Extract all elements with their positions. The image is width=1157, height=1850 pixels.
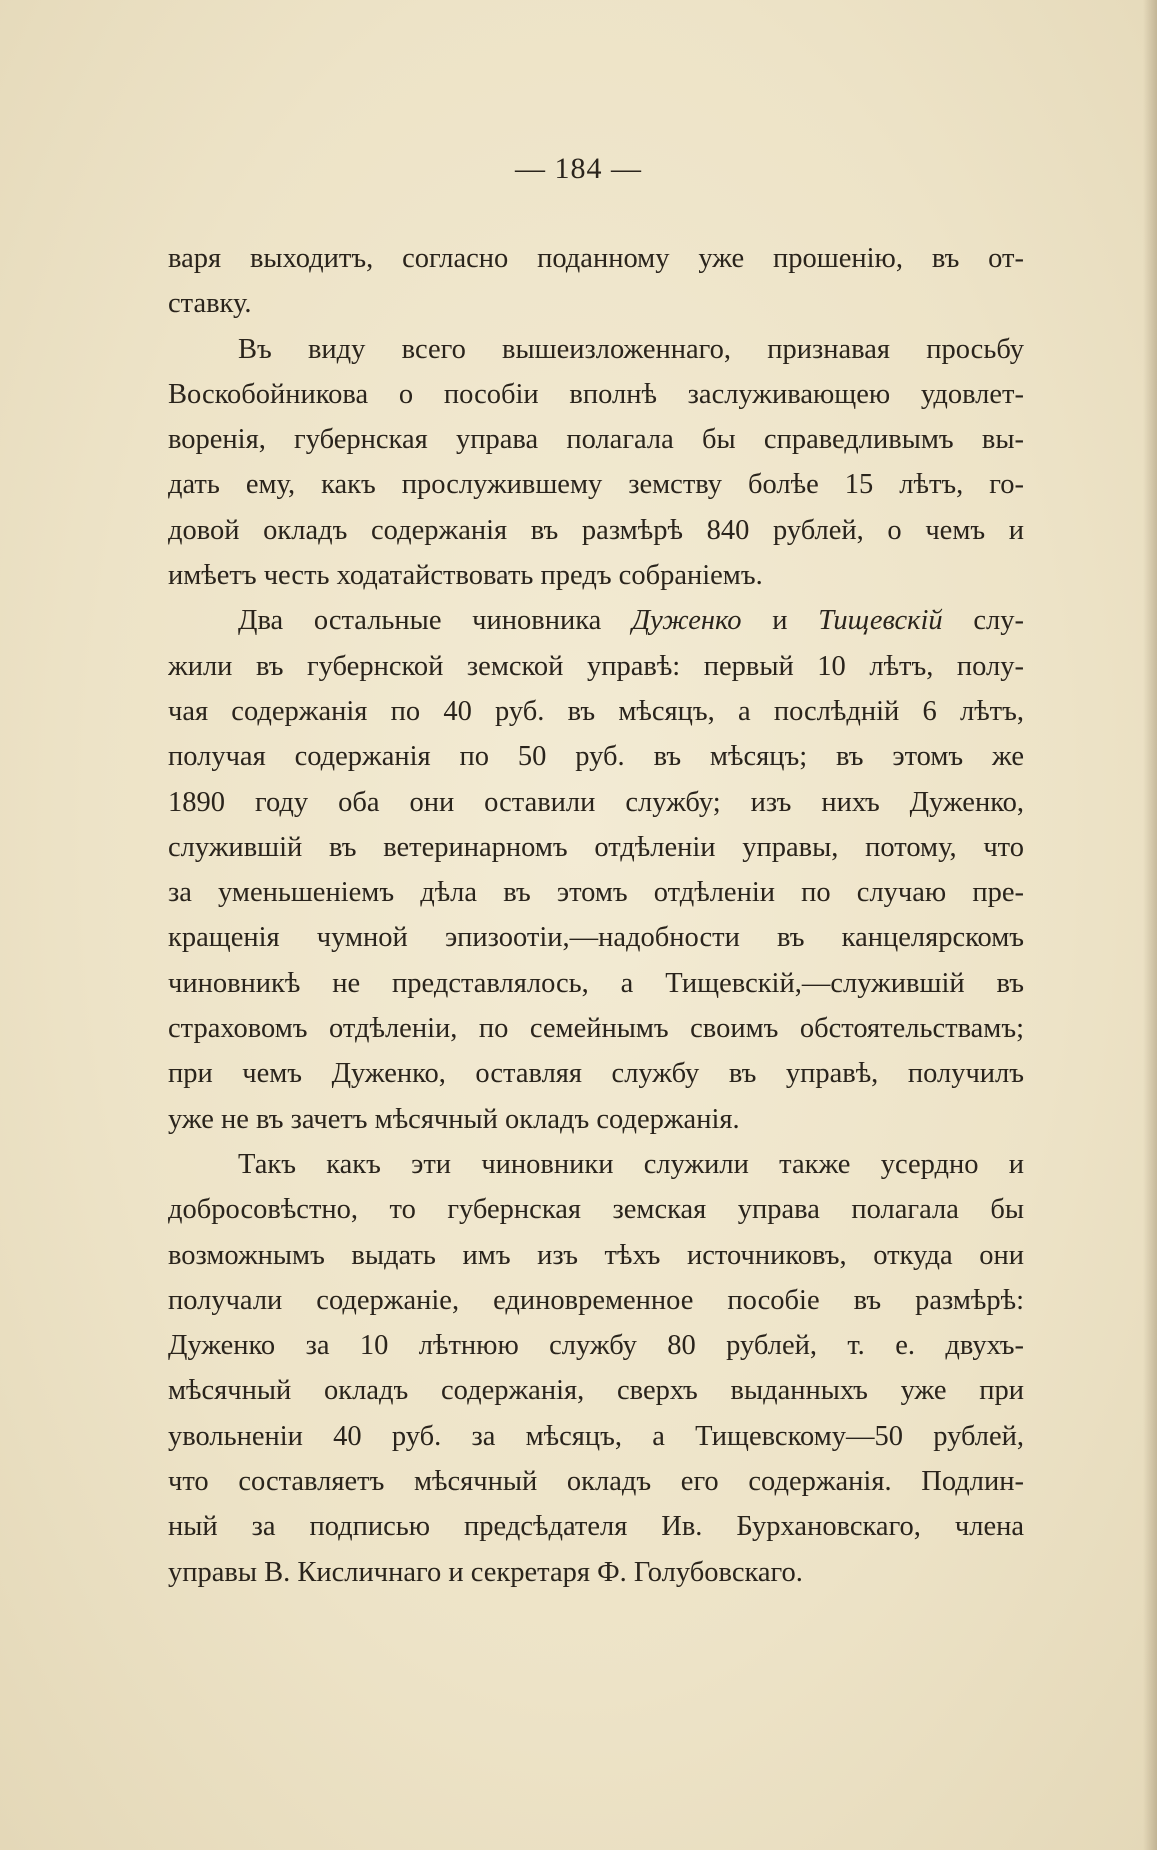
text-line: дать ему, какъ прослужившему земству болѣе 15 лѣтъ, го- — [168, 469, 1024, 501]
text-line: 1890 году оба они оставили службу; изъ нихъ Дуженко, — [168, 786, 1024, 818]
page-edge-shadow — [1143, 0, 1157, 1850]
text-line: при чемъ Дуженко, оставляя службу въ управѣ, получилъ — [168, 1058, 1024, 1090]
text-line: ный за подписью предсѣдателя Ив. Бурхановскаго, члена — [168, 1511, 1024, 1543]
text-line: получая содержанія по 50 руб. въ мѣсяцъ; въ этомъ же — [168, 741, 1024, 773]
text-line: уже не въ зачетъ мѣсячный окладъ содержанія. — [168, 1103, 740, 1135]
text-line: служившій въ ветеринарномъ отдѣленіи управы, потому, что — [168, 831, 1024, 863]
text-line: управы В. Кисличнаго и секретаря Ф. Голубовскаго. — [168, 1556, 803, 1588]
text-line: имѣетъ честь ходатайствовать предъ собраніемъ. — [168, 560, 763, 592]
text-line: добросовѣстно, то губернская земская управа полагала бы — [168, 1194, 1024, 1226]
text-line — [168, 598, 1024, 643]
text-line: довой окладъ содержанія въ размѣрѣ 840 рублей, о чемъ и — [168, 514, 1024, 546]
body-text — [168, 236, 1024, 1595]
text-line: за уменьшеніемъ дѣла въ этомъ отдѣленіи по случаю пре- — [168, 877, 1024, 909]
text-segment: Два остальные чиновника — [238, 605, 633, 637]
text-line: чиновникѣ не представлялось, а Тищевскій,—служившій въ — [168, 967, 1024, 999]
text-line: страховомъ отдѣленіи, по семейнымъ своимъ обстоятельствамъ; — [168, 1013, 1024, 1045]
text-line: что составляетъ мѣсячный окладъ его содержанія. Подлин- — [168, 1466, 1024, 1498]
text-line: чая содержанія по 40 руб. въ мѣсяцъ, а послѣдній 6 лѣтъ, — [168, 695, 1024, 727]
text-line: варя выходитъ, согласно поданному уже прошенію, въ от- — [168, 243, 1024, 274]
text-line: получали содержаніе, единовременное пособіе въ размѣрѣ: — [168, 1284, 1024, 1316]
text-line: жили въ губернской земской управѣ: первый 10 лѣтъ, полу- — [168, 650, 1024, 682]
text-line: Такъ какъ эти чиновники служили также усердно и — [238, 1148, 1024, 1180]
text-line: воренія, губернская управа полагала бы справедливымъ вы- — [168, 424, 1024, 456]
person-name: Тищевскій — [818, 605, 943, 637]
person-name: Дуженко — [632, 605, 742, 637]
text-line: Въ виду всего вышеизложеннаго, признавая просьбу — [238, 333, 1024, 365]
text-segment: слу- — [942, 605, 1024, 637]
page-number: — 184 — — [515, 152, 642, 185]
text-line: Воскобойникова о пособіи вполнѣ заслуживающею удовлет- — [168, 378, 1024, 410]
text-line: мѣсячный окладъ содержанія, сверхъ выданныхъ уже при — [168, 1375, 1024, 1407]
text-line: увольненіи 40 руб. за мѣсяцъ, а Тищевскому—50 рублей, — [168, 1420, 1024, 1452]
text-line: ставку. — [168, 288, 252, 320]
text-line: возможнымъ выдать имъ изъ тѣхъ источниковъ, откуда они — [168, 1239, 1024, 1271]
text-segment: и — [741, 605, 819, 637]
text-line: Дуженко за 10 лѣтнюю службу 80 рублей, т. е. двухъ- — [168, 1330, 1024, 1362]
text-line: кращенія чумной эпизоотіи,—надобности въ канцелярскомъ — [168, 922, 1024, 954]
